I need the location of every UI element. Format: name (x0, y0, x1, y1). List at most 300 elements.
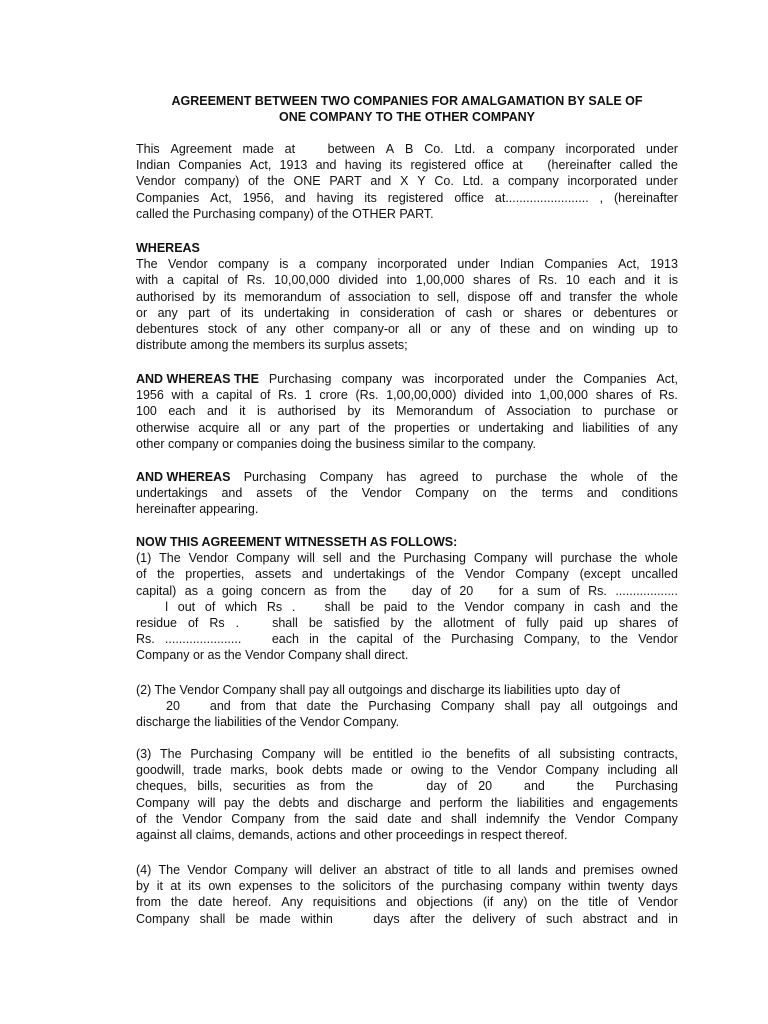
word: and (539, 321, 561, 336)
word: to (452, 763, 463, 778)
word: whole (645, 551, 678, 566)
word: the (340, 699, 359, 714)
word: of (136, 811, 147, 826)
word: Ltd. (462, 174, 484, 189)
word: Act, (618, 257, 640, 272)
word: of (640, 388, 652, 403)
word: twenty (607, 879, 644, 894)
word: will (198, 795, 216, 810)
word: assets (256, 486, 293, 501)
word: paid (559, 615, 584, 630)
title-line-2: ONE COMPANY TO THE OTHER COMPANY (278, 109, 536, 124)
word: Rs (209, 615, 225, 630)
word: is (668, 273, 678, 288)
word: Y (417, 174, 426, 189)
word: of (440, 583, 451, 598)
word: any (450, 321, 471, 336)
word: . (291, 599, 296, 614)
word: each (588, 273, 616, 288)
word: , (599, 190, 604, 205)
word: all (498, 863, 511, 877)
word: any) (503, 895, 528, 910)
word: Rs. (659, 388, 678, 403)
word: ...................... (164, 632, 242, 647)
word: Purchasing (190, 747, 253, 761)
word: and (284, 190, 306, 205)
word: out (177, 599, 196, 614)
word: Company (473, 551, 528, 566)
word: Vendor (638, 895, 678, 910)
word: Purchasing (403, 551, 466, 566)
word: of (617, 895, 629, 910)
text-line (136, 795, 678, 811)
word: PART (329, 174, 362, 189)
word: a (201, 388, 209, 403)
word: shall (504, 699, 531, 714)
word: perform (439, 795, 483, 810)
word: 10 (565, 273, 580, 288)
word: or (502, 305, 514, 320)
word: any (289, 420, 310, 435)
word: date (306, 699, 331, 714)
word: having (344, 158, 382, 173)
text-line (136, 778, 678, 794)
word: terms (541, 486, 573, 501)
word: incorporated (567, 174, 638, 189)
word: Rs. (246, 273, 266, 288)
word: Vendor (168, 257, 208, 272)
word: the (328, 811, 346, 826)
word: the (471, 763, 489, 778)
text-line (136, 272, 678, 288)
word: within (300, 911, 333, 926)
word: Company (261, 747, 316, 761)
word: premises (583, 863, 634, 877)
word: (4) (136, 863, 152, 877)
word: memorandum (244, 289, 322, 304)
word: a (166, 273, 174, 288)
text-line (136, 305, 678, 321)
word: outgoings (592, 699, 648, 714)
word: sum (537, 583, 561, 598)
word: the (560, 470, 578, 484)
word: The (160, 747, 182, 761)
word: its (241, 305, 254, 320)
text-line (136, 173, 678, 189)
word: paid (383, 599, 408, 614)
word: be (349, 747, 364, 761)
word: Vendor (361, 486, 402, 501)
word: these (499, 321, 531, 336)
word: Vendor (465, 567, 505, 582)
word: authorised (277, 404, 336, 419)
word: or (136, 305, 148, 320)
word: .................. (615, 583, 678, 598)
word: authorised (136, 289, 195, 304)
text-line (136, 615, 678, 631)
word: of (436, 863, 447, 877)
word: shall (451, 811, 477, 826)
word: and (657, 699, 678, 714)
word: at........................ (494, 190, 589, 205)
word: the (660, 158, 678, 173)
word: under (457, 257, 490, 272)
word: of (204, 599, 216, 614)
word: owing (410, 763, 444, 778)
clause-3-last-line: against all claims, demands, actions and other proceedings in respect thereof. (136, 827, 568, 842)
word: days (373, 911, 400, 926)
word: be (308, 615, 323, 630)
text-line (136, 371, 678, 387)
text-line (136, 894, 678, 910)
word: that (275, 699, 297, 714)
word: the (548, 811, 567, 826)
word: stock (207, 321, 237, 336)
word: from (320, 779, 346, 794)
word: it (156, 879, 163, 894)
word: B (404, 142, 414, 156)
word: X (400, 174, 409, 189)
word: shall (272, 615, 298, 630)
word: purchase (560, 551, 612, 566)
word: 20 (459, 583, 474, 598)
word: within (568, 879, 601, 894)
word: properties, (185, 567, 245, 582)
word: the (619, 289, 638, 304)
word: of (248, 174, 259, 189)
word: Purchasing (243, 470, 307, 484)
witnesseth-heading: NOW THIS AGREEMENT WITNESSETH AS FOLLOWS: (136, 535, 458, 549)
word: book (276, 763, 304, 778)
word: 1956 (136, 388, 164, 403)
word: with (171, 388, 194, 403)
word: Company (136, 795, 190, 810)
word: contracts, (623, 747, 678, 761)
word: entitled (372, 747, 413, 761)
text-line (136, 550, 678, 566)
word: after (409, 911, 435, 926)
word: and (540, 289, 562, 304)
word: conditions (621, 486, 678, 501)
word: as (184, 583, 198, 598)
word: is (279, 257, 289, 272)
word: 1913 (650, 257, 678, 272)
word: debts (278, 795, 310, 810)
word: by (347, 404, 361, 419)
word: to (667, 321, 678, 336)
word: company (316, 257, 367, 272)
word: Vendor (188, 551, 229, 566)
word: day (411, 583, 432, 598)
word: benefits (466, 747, 511, 761)
word: all (570, 699, 583, 714)
whereas-heading: WHEREAS (136, 241, 200, 255)
word: liabilities (516, 795, 565, 810)
word: Association (506, 404, 571, 419)
text-line (136, 469, 678, 485)
word: satisfied (333, 615, 380, 630)
word: and (586, 486, 608, 501)
word: (hereinafter (547, 158, 612, 173)
word: Vendor (497, 763, 537, 778)
word: and (409, 795, 431, 810)
word: uncalled (631, 567, 678, 582)
word: the (660, 470, 678, 484)
word: incorporated (565, 142, 636, 156)
word: purchasing (441, 879, 503, 894)
word: The (158, 863, 181, 877)
word: of (518, 747, 530, 761)
word: debentures (593, 305, 657, 320)
word: Indian (499, 257, 534, 272)
word: goodwill, (136, 763, 185, 778)
word: and (385, 895, 407, 910)
word: under (513, 372, 546, 386)
word: going (221, 583, 253, 598)
word: engagements (602, 795, 678, 810)
word: each (271, 632, 299, 647)
word: of (415, 567, 427, 582)
word: of (444, 305, 456, 320)
word: Indian (136, 158, 171, 173)
word: under (645, 174, 678, 189)
word: of (569, 583, 580, 598)
word: each (168, 404, 196, 419)
word: the (317, 879, 336, 894)
text-line (136, 157, 678, 173)
word: shares (473, 273, 511, 288)
word: shall (324, 599, 351, 614)
text-line (136, 762, 678, 778)
word: Vendor (187, 863, 227, 877)
word: abstract (582, 911, 628, 926)
word: under (645, 142, 678, 156)
word: undertaking (264, 305, 330, 320)
word: and (206, 404, 228, 419)
word: 100 (136, 404, 157, 419)
text-line (136, 321, 678, 337)
word: capital (356, 632, 393, 647)
word: liabilities (582, 420, 630, 435)
text-line (136, 289, 678, 305)
word: other (295, 321, 324, 336)
word: all (538, 747, 551, 761)
word: securities (233, 779, 286, 794)
word: on (569, 321, 584, 336)
clause-4-paragraph (136, 862, 678, 927)
word: 20 (478, 779, 493, 794)
text-line (136, 599, 678, 615)
word: consideration (360, 305, 435, 320)
word: of (348, 420, 360, 435)
word: allotment (443, 615, 494, 630)
word: at (284, 142, 296, 156)
word: the (369, 583, 387, 598)
word: the (576, 779, 595, 794)
word: by (202, 289, 216, 304)
word: the (378, 551, 396, 566)
word: Company (415, 486, 469, 501)
word: and (209, 699, 231, 714)
clause-1-paragraph (136, 534, 678, 664)
word: on (482, 486, 497, 501)
word: Vendor (575, 811, 616, 826)
word: whole (590, 470, 624, 484)
word: between (327, 142, 375, 156)
word: sell (322, 551, 342, 566)
word: from (240, 699, 266, 714)
word: company (508, 174, 559, 189)
word: from (136, 895, 161, 910)
word: which (225, 599, 258, 614)
word: (hereinafter (614, 190, 678, 205)
text-line (136, 485, 678, 501)
word: in (309, 632, 319, 647)
word: it (653, 273, 661, 288)
word: solicitors (342, 879, 392, 894)
word: the (436, 567, 455, 582)
word: of (479, 321, 491, 336)
word: a (521, 583, 529, 598)
word: divided (464, 388, 504, 403)
word: of (306, 486, 317, 501)
word: undertakings (333, 567, 406, 582)
clause-1-last-line: Company or as the Vendor Company shall direct. (136, 648, 409, 663)
word: a (492, 174, 500, 189)
text-line (136, 420, 678, 436)
word: Company, (523, 632, 580, 647)
word: the (561, 895, 579, 910)
text-line (136, 878, 678, 894)
word: the (367, 420, 386, 435)
word: company (510, 879, 561, 894)
word: all (408, 321, 421, 336)
word: up (594, 615, 608, 630)
word: otherwise (136, 420, 190, 435)
word: trade (193, 763, 222, 778)
word: 1,00,000 (415, 273, 465, 288)
word: the (440, 747, 458, 761)
word: 20 (166, 699, 180, 714)
word: Purchasing (368, 699, 431, 714)
word: on (537, 895, 552, 910)
word: (if (482, 895, 494, 910)
word: Companies (583, 372, 647, 386)
word: date (387, 811, 412, 826)
word: and (629, 599, 651, 614)
word: the (660, 599, 678, 614)
word: of (636, 470, 648, 484)
word: The (159, 551, 181, 566)
word: in (668, 911, 678, 926)
word: or (430, 321, 442, 336)
word: the (252, 795, 271, 810)
word: and (552, 420, 574, 435)
word: sell, (437, 289, 460, 304)
word: owned (641, 863, 678, 877)
word: made (351, 763, 383, 778)
word: capital (216, 388, 253, 403)
word: to (418, 289, 430, 304)
text-line (136, 746, 678, 762)
word: or (572, 305, 584, 320)
word: company (218, 257, 269, 272)
word: own (208, 879, 232, 894)
word: Company (231, 811, 285, 826)
word: any (157, 305, 178, 320)
word: having (316, 190, 354, 205)
word: 10,00,000 (274, 273, 330, 288)
word: Act, (249, 158, 272, 173)
and-whereas-1-paragraph (136, 371, 678, 452)
word: at (170, 879, 181, 894)
word: all (665, 763, 678, 778)
word: capital (182, 273, 219, 288)
word: deliver (319, 863, 357, 877)
word: hereof. (232, 895, 272, 910)
word: 1 (304, 388, 312, 403)
word: the (330, 486, 348, 501)
word: Rs (266, 599, 283, 614)
word: of (504, 615, 516, 630)
word: Vendor (136, 174, 176, 189)
word: pay (223, 795, 245, 810)
word: of (136, 567, 147, 582)
word: be (235, 911, 250, 926)
word: company-or (333, 321, 400, 336)
word: made (259, 911, 291, 926)
word: objections (416, 895, 473, 910)
word: subsisting (559, 747, 615, 761)
and-whereas-2-last-line: hereinafter appearing. (136, 502, 259, 517)
text-line (136, 583, 678, 599)
word: the (555, 372, 574, 386)
word: and (349, 551, 371, 566)
word: said (355, 811, 378, 826)
word: 1,00,00,000) (386, 388, 457, 403)
word: such (546, 911, 573, 926)
word: and (624, 273, 646, 288)
word: Company (236, 551, 290, 566)
word: Companies (136, 190, 200, 205)
word: Any (281, 895, 303, 910)
word: its (372, 404, 385, 419)
text-line (136, 811, 678, 827)
text-line (136, 566, 678, 582)
word: The (136, 257, 158, 272)
word: is (257, 404, 267, 419)
word: office (454, 190, 484, 205)
word: Purchasing (451, 632, 514, 647)
clause-2-last-line: discharge the liabilities of the Vendor Company. (136, 715, 400, 730)
word: in (574, 599, 585, 614)
word: a (206, 583, 214, 598)
and-whereas-1-last-line: other company or companies doing the business similar to the company. (136, 436, 536, 451)
word: days (651, 879, 678, 894)
word: company) (184, 174, 240, 189)
word: was (402, 372, 425, 386)
word: it (239, 404, 246, 419)
word: the (416, 879, 434, 894)
word: its (223, 289, 237, 304)
word: undertakings (136, 486, 208, 501)
word: Ltd. (454, 142, 476, 156)
word: requisitions (312, 895, 376, 910)
word: the (267, 174, 285, 189)
word: of (187, 615, 199, 630)
word: called (619, 158, 653, 173)
word: part (318, 420, 340, 435)
